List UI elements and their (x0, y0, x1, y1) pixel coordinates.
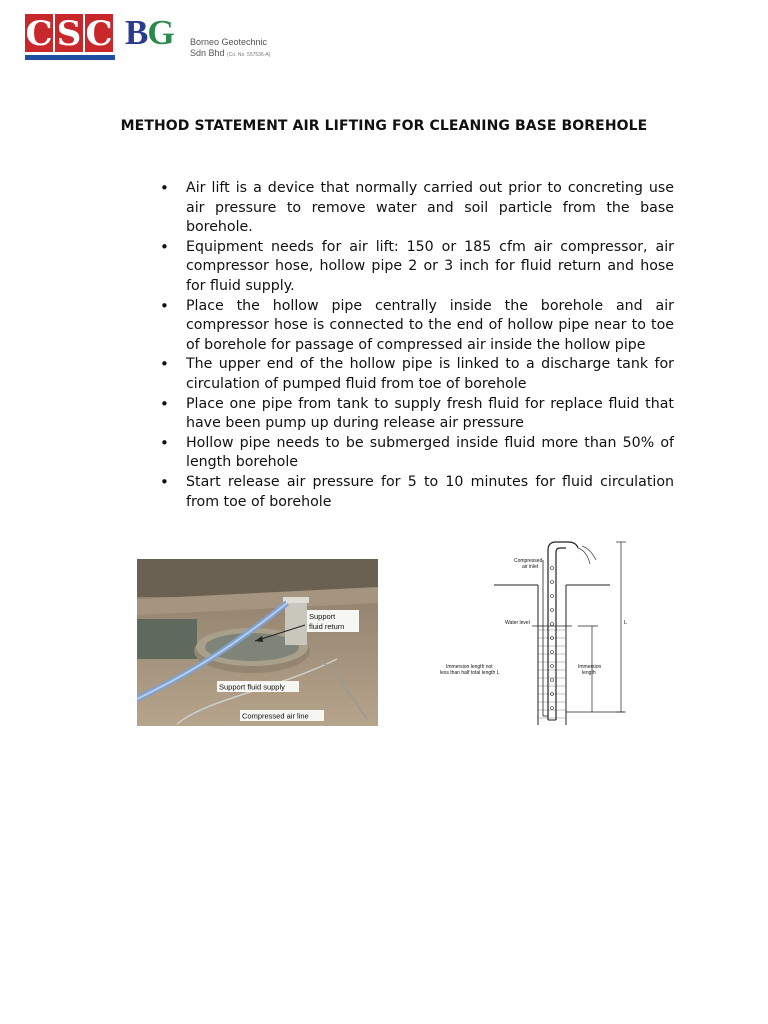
company-suffix: Sdn Bhd (190, 48, 225, 58)
bullet-item: • Start release air pressure for 5 to 10 minutes for fluid circulation from toe of borehole (160, 473, 674, 512)
bg-logo-b: B (125, 13, 148, 52)
logo-letter-c2: C (85, 14, 113, 54)
site-photo (137, 559, 378, 726)
diagram-label-immersion-note-1: Immersion length not (446, 664, 493, 670)
logo-letter-c1: C (25, 14, 53, 54)
bg-logo-g: G (147, 13, 174, 52)
diagram-label-inlet-2: air inlet (522, 564, 539, 570)
bullet-item: • The upper end of the hollow pipe is linked to a discharge tank for circulation of pumped fluid from toe of borehole (160, 355, 674, 394)
diagram-label-inlet-1: Compressed (514, 558, 543, 564)
diagram-label-length: L (624, 620, 628, 626)
logo-letter-s: S (56, 14, 82, 54)
company-name (190, 37, 270, 61)
diagram-label-immersion-2: length (582, 670, 596, 676)
logo-underline (25, 55, 115, 60)
bullet-item: • Air lift is a device that normally carried out prior to concreting use air pressure to remove water and soil particle from the base borehole. (160, 179, 674, 238)
diagram-label-immersion-note-2: less than half total length L (440, 670, 500, 676)
company-logo (25, 14, 295, 66)
bg-logo (125, 14, 174, 52)
diagram-label-immersion-1: Immersion (578, 664, 602, 670)
photo-label-return-2: fluid return (309, 622, 345, 631)
photo-label-air-line: Compressed air line (242, 711, 309, 721)
bullet-item: • Place the hollow pipe centrally inside the borehole and air compressor hose is connected to the end of hollow pipe near to toe of borehole for passage of compressed air inside the hollow pipe (160, 297, 674, 356)
bullet-item: • Hollow pipe needs to be submerged inside fluid more than 50% of length borehole (160, 434, 674, 473)
photo-label-supply: Support fluid supply (219, 682, 285, 692)
bullet-item: • Place one pipe from tank to supply fresh fluid for replace fluid that have been pump up during release air pressure (160, 395, 674, 434)
airlift-diagram (438, 538, 633, 726)
company-registration: (Co. No. 557536-A) (227, 52, 271, 58)
company-name-line2 (190, 48, 270, 61)
company-name-line1: Borneo Geotechnic (190, 37, 268, 47)
diagram-label-water-level: Water level (505, 620, 530, 626)
photo-label-return-1: Support (309, 612, 336, 621)
csc-logo (25, 14, 115, 58)
document-title: METHOD STATEMENT AIR LIFTING FOR CLEANING BASE BOREHOLE (120, 118, 648, 134)
method-bullet-list (160, 179, 674, 512)
bullet-item: • Equipment needs for air lift: 150 or 185 cfm air compressor, air compressor hose, hollow pipe 2 or 3 inch for fluid return and hose for fluid supply. (160, 238, 674, 297)
